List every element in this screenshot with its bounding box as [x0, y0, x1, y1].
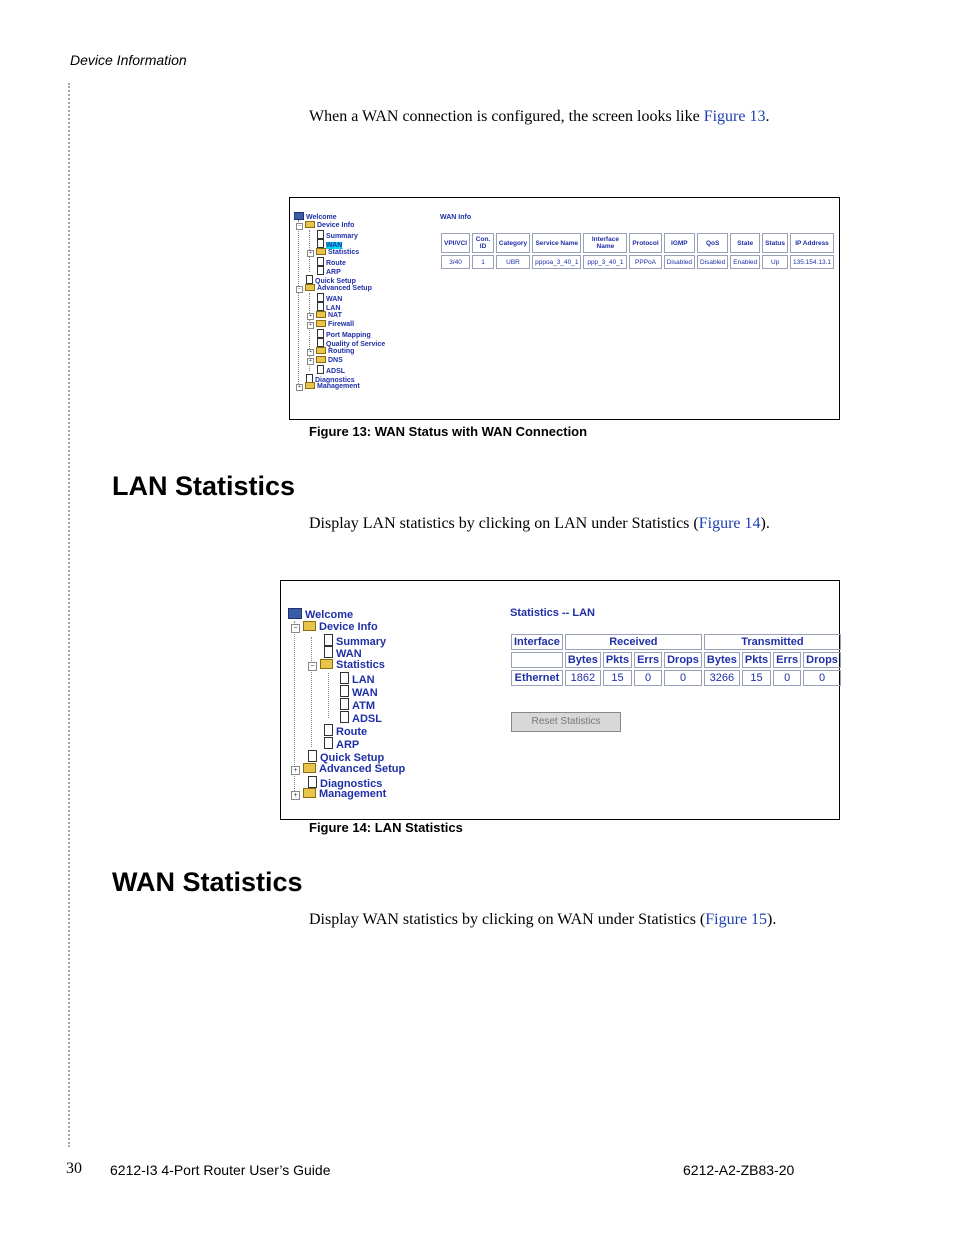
tree-welcome[interactable]: Welcome — [288, 608, 353, 621]
tree-quick-setup[interactable]: Quick Setup — [306, 275, 356, 285]
empty-cell — [511, 652, 563, 668]
page-icon — [324, 646, 333, 658]
column-header: Con. ID — [472, 233, 494, 253]
page-icon — [317, 293, 324, 302]
folder-icon — [303, 621, 316, 631]
column-subheader: Bytes — [704, 652, 740, 668]
tree-summary[interactable]: Summary — [317, 230, 358, 240]
tree-welcome[interactable]: Welcome — [294, 212, 337, 221]
page-icon — [317, 329, 324, 338]
received-header: Received — [565, 634, 702, 650]
table-cell: 3/40 — [441, 255, 470, 269]
table-cell: 15 — [603, 670, 632, 686]
page-icon — [317, 302, 324, 311]
column-header: Protocol — [629, 233, 661, 253]
figure-14-caption: Figure 14: LAN Statistics — [309, 820, 463, 835]
tree-summary[interactable]: Summary — [324, 634, 386, 648]
folder-icon — [316, 320, 326, 327]
expand-icon[interactable]: + — [296, 384, 303, 391]
folder-icon — [316, 356, 326, 363]
tree-routing[interactable]: + Routing — [307, 347, 354, 356]
tree-device-info[interactable]: − Device Info — [296, 221, 354, 230]
folder-icon — [305, 382, 315, 389]
table-header-row — [441, 233, 834, 253]
table-cell: 135.154.13.1 — [790, 255, 834, 269]
tree-quick-setup[interactable]: Quick Setup — [308, 750, 384, 764]
figure-15-link[interactable]: Figure 15 — [705, 911, 768, 928]
page-icon — [340, 711, 349, 723]
expand-icon[interactable]: + — [307, 322, 314, 329]
figure-13-screenshot — [289, 197, 840, 420]
folder-icon — [303, 788, 316, 798]
column-header: Service Name — [532, 233, 581, 253]
table-cell: 0 — [773, 670, 801, 686]
column-header: Category — [496, 233, 530, 253]
table-subheader-row — [511, 652, 841, 668]
folder-icon — [316, 248, 326, 255]
document-id: 6212-A2-ZB83-20 — [683, 1162, 795, 1178]
column-subheader: Bytes — [565, 652, 601, 668]
column-subheader: Drops — [803, 652, 841, 668]
tree-adv-lan[interactable]: LAN — [317, 302, 340, 312]
tree-stat-wan[interactable]: WAN — [340, 685, 378, 699]
page-icon — [308, 776, 317, 788]
table-cell: pppoa_3_40_1 — [532, 255, 581, 269]
table-cell: UBR — [496, 255, 530, 269]
page-icon — [324, 737, 333, 749]
table-cell: PPPoA — [629, 255, 661, 269]
lan-text-end: ). — [760, 515, 770, 532]
column-subheader: Pkts — [603, 652, 632, 668]
page-icon — [317, 338, 324, 347]
tree-dns[interactable]: + DNS — [307, 356, 343, 365]
table-cell: Enabled — [730, 255, 760, 269]
tree-adsl[interactable]: ADSL — [317, 365, 345, 375]
table-cell: 3266 — [704, 670, 740, 686]
wan-text: Display WAN statistics by clicking on WAN under Statistics ( — [309, 911, 706, 928]
folder-icon — [303, 763, 316, 773]
page-icon — [317, 266, 324, 275]
page-icon — [340, 698, 349, 710]
table-cell: Up — [762, 255, 788, 269]
column-header: Status — [762, 233, 788, 253]
lan-statistics-heading: LAN Statistics — [112, 471, 296, 501]
tree-firewall[interactable]: + Firewall — [307, 320, 354, 329]
collapse-icon[interactable]: − — [291, 624, 300, 633]
lan-statistics-table — [509, 632, 843, 688]
tree-wan[interactable]: WAN — [317, 239, 342, 249]
tree-port-mapping[interactable]: Port Mapping — [317, 329, 371, 339]
column-subheader: Pkts — [742, 652, 771, 668]
page-icon — [340, 685, 349, 697]
figure-14-screenshot — [280, 580, 840, 820]
tree-qos[interactable]: Quality of Service — [317, 338, 385, 348]
monitor-icon — [288, 608, 302, 619]
page-icon — [317, 239, 324, 248]
tree-arp[interactable]: ARP — [317, 266, 341, 276]
tree-diagnostics[interactable]: Diagnostics — [308, 776, 382, 790]
table-cell: 0 — [803, 670, 841, 686]
tree-stat-adsl[interactable]: ADSL — [340, 711, 382, 725]
lan-text: Display LAN statistics by clicking on LAN under Statistics ( — [309, 515, 699, 532]
intro-paragraph — [309, 108, 769, 126]
table-cell: Disabled — [664, 255, 695, 269]
expand-icon[interactable]: + — [291, 791, 300, 800]
table-cell: 0 — [634, 670, 662, 686]
page-icon — [308, 750, 317, 762]
tree-route[interactable]: Route — [317, 257, 346, 267]
expand-icon[interactable]: + — [307, 313, 314, 320]
collapse-icon[interactable]: − — [296, 286, 303, 293]
table-cell: 1 — [472, 255, 494, 269]
tree-route[interactable]: Route — [324, 724, 367, 738]
table-row — [511, 670, 841, 686]
column-subheader: Errs — [773, 652, 801, 668]
expand-icon[interactable]: + — [307, 250, 314, 257]
tree-management[interactable]: + Management — [291, 788, 386, 800]
tree-wan[interactable]: WAN — [324, 646, 362, 660]
panel-title: WAN Info — [440, 214, 472, 221]
column-header: IP Address — [790, 233, 834, 253]
panel-title: Statistics -- LAN — [510, 607, 595, 619]
tree-adv-wan[interactable]: WAN — [317, 293, 342, 303]
figure-13-link[interactable]: Figure 13 — [703, 108, 766, 125]
section-header: Device Information — [70, 52, 187, 68]
folder-icon — [316, 311, 326, 318]
tree-statistics[interactable]: + Statistics — [307, 248, 359, 257]
tree-device-info[interactable]: − Device Info — [291, 621, 378, 633]
expand-icon[interactable]: + — [291, 766, 300, 775]
page-icon — [306, 275, 313, 284]
figure-13-caption: Figure 13: WAN Status with WAN Connection — [309, 424, 588, 439]
column-header: Interface Name — [583, 233, 627, 253]
collapse-icon[interactable]: − — [308, 662, 317, 671]
folder-icon — [316, 347, 326, 354]
tree-arp[interactable]: ARP — [324, 737, 359, 751]
guide-title: 6212-I3 4-Port Router User’s Guide — [110, 1162, 331, 1178]
folder-icon — [305, 221, 315, 228]
wan-text-end: ). — [767, 911, 777, 928]
page-icon — [317, 230, 324, 239]
table-cell: ppp_3_40_1 — [583, 255, 627, 269]
monitor-icon — [294, 212, 304, 220]
expand-icon[interactable]: + — [307, 358, 314, 365]
intro-text-end: . — [765, 108, 770, 125]
reset-statistics-button[interactable]: Reset Statistics — [511, 712, 621, 732]
table-cell: 0 — [664, 670, 702, 686]
page-icon — [317, 365, 324, 374]
column-subheader: Errs — [634, 652, 662, 668]
transmitted-header: Transmitted — [704, 634, 841, 650]
page-icon — [317, 257, 324, 266]
tree-stat-lan[interactable]: LAN — [340, 672, 375, 686]
tree-diagnostics[interactable]: Diagnostics — [306, 374, 355, 384]
table-header-row — [511, 634, 841, 650]
tree-advanced-setup[interactable]: + Advanced Setup — [291, 763, 405, 775]
column-header: VPI/VCI — [441, 233, 470, 253]
table-row — [441, 255, 834, 269]
interface-cell: Ethernet — [511, 670, 563, 686]
tree-management[interactable]: + Management — [296, 382, 360, 391]
intro-text: When a WAN connection is configured, the screen looks like — [309, 108, 704, 125]
page-icon — [324, 634, 333, 646]
collapse-icon[interactable]: − — [296, 223, 303, 230]
tree-stat-atm[interactable]: ATM — [340, 698, 375, 712]
page-number: 30 — [66, 1160, 82, 1177]
table-cell: 15 — [742, 670, 771, 686]
expand-icon[interactable]: + — [307, 349, 314, 356]
column-header: QoS — [697, 233, 728, 253]
figure-14-link[interactable]: Figure 14 — [698, 515, 761, 532]
wan-statistics-heading: WAN Statistics — [112, 867, 303, 897]
column-header: State — [730, 233, 760, 253]
column-header: IGMP — [664, 233, 695, 253]
tree-nat[interactable]: + NAT — [307, 311, 342, 320]
wan-paragraph — [309, 911, 776, 929]
column-subheader: Drops — [664, 652, 702, 668]
folder-icon — [320, 659, 333, 669]
table-cell: 1862 — [565, 670, 601, 686]
table-cell: Disabled — [697, 255, 728, 269]
wan-info-table — [439, 231, 836, 271]
tree-statistics[interactable]: − Statistics — [308, 659, 385, 671]
folder-icon — [305, 284, 315, 291]
lan-paragraph — [309, 515, 770, 533]
margin-rule — [68, 83, 74, 1147]
page-icon — [324, 724, 333, 736]
interface-header: Interface — [511, 634, 563, 650]
page-icon — [340, 672, 349, 684]
tree-advanced-setup[interactable]: − Advanced Setup — [296, 284, 372, 293]
